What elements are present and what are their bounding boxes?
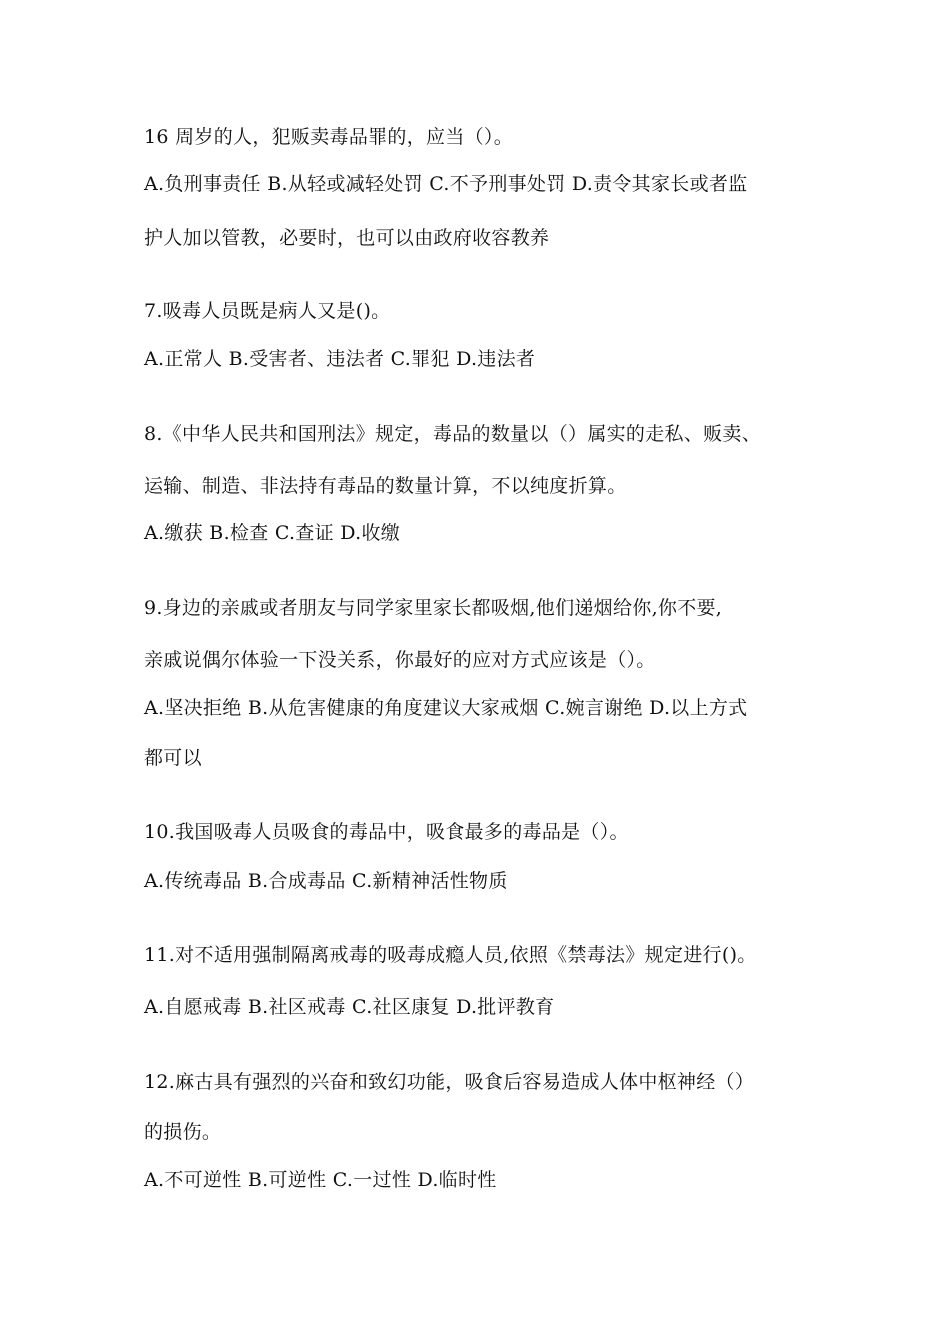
question-7-options: A.正常人 B.受害者、违法者 C.罪犯 D.违法者 — [144, 348, 536, 370]
question-9-options-cont: 都可以 — [144, 747, 202, 769]
question-8-stem-cont: 运输、制造、非法持有毒品的数量计算，不以纯度折算。 — [144, 475, 627, 497]
question-12-stem-cont: 的损伤。 — [144, 1121, 222, 1143]
question-12-stem: 12.麻古具有强烈的兴奋和致幻功能，吸食后容易造成人体中枢神经（） — [144, 1071, 755, 1093]
question-8-stem: 8.《中华人民共和国刑法》规定，毒品的数量以（）属实的走私、贩卖、 — [144, 423, 762, 445]
question-16-stem: 16 周岁的人，犯贩卖毒品罪的，应当（）。 — [144, 126, 514, 148]
question-8-options: A.缴获 B.检查 C.查证 D.收缴 — [144, 522, 401, 544]
question-12-options: A.不可逆性 B.可逆性 C.一过性 D.临时性 — [144, 1169, 497, 1191]
question-9-options: A.坚决拒绝 B.从危害健康的角度建议大家戒烟 C.婉言谢绝 D.以上方式 — [144, 697, 748, 719]
question-16-options-cont: 护人加以管教，必要时，也可以由政府收容教养 — [144, 227, 550, 249]
question-11-options: A.自愿戒毒 B.社区戒毒 C.社区康复 D.批评教育 — [144, 996, 555, 1018]
question-11-stem: 11.对不适用强制隔离戒毒的吸毒成瘾人员,依照《禁毒法》规定进行()。 — [144, 944, 757, 966]
question-10-options: A.传统毒品 B.合成毒品 C.新精神活性物质 — [144, 870, 508, 892]
question-16-options: A.负刑事责任 B.从轻或减轻处罚 C.不予刑事处罚 D.责令其家长或者监 — [144, 173, 748, 195]
question-10-stem: 10.我国吸毒人员吸食的毒品中，吸食最多的毒品是（）。 — [144, 821, 629, 843]
question-7-stem: 7.吸毒人员既是病人又是()。 — [144, 300, 391, 322]
question-9-stem-cont: 亲戚说偶尔体验一下没关系，你最好的应对方式应该是（）。 — [144, 649, 656, 671]
question-9-stem: 9.身边的亲戚或者朋友与同学家里家长都吸烟,他们递烟给你,你不要, — [144, 597, 723, 619]
